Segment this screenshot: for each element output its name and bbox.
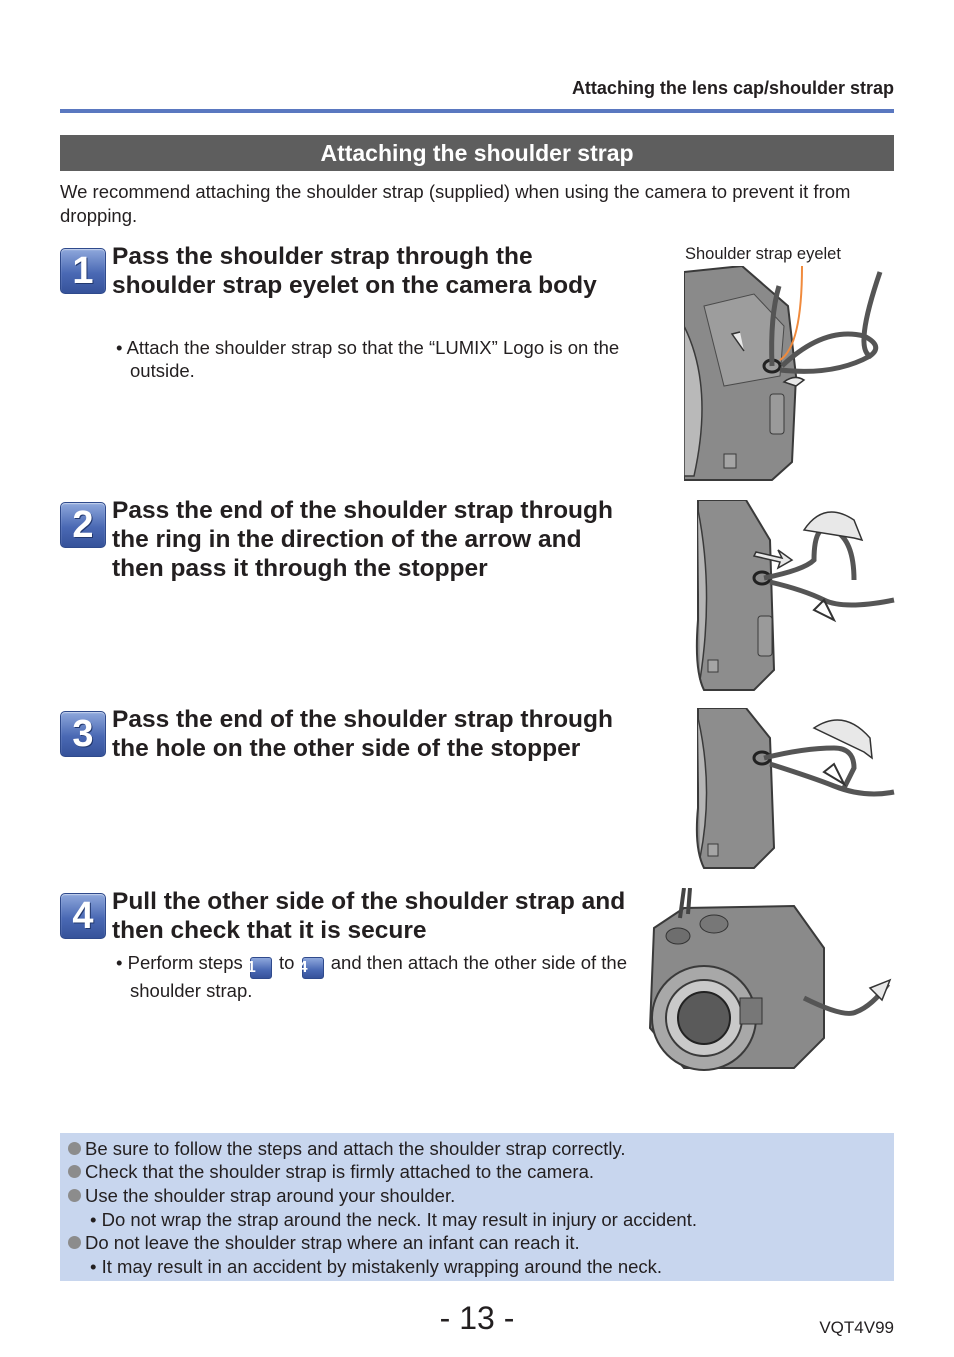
note-1: Be sure to follow the steps and attach the shoulder strap correctly. <box>68 1137 626 1160</box>
step-3-badge: 3 <box>60 711 106 757</box>
bullet-icon <box>68 1142 81 1155</box>
note-2: Check that the shoulder strap is firmly attached to the camera. <box>68 1160 594 1183</box>
step-2-title: Pass the end of the shoulder strap through the ring in the direction of the arrow and then pass it through the stopper <box>112 497 613 582</box>
running-header: Attaching the lens cap/shoulder strap <box>571 78 894 98</box>
step-4-badge: 4 <box>60 893 106 939</box>
step-3-title: Pass the end of the shoulder strap through the hole on the other side of the stopper <box>112 706 613 762</box>
note-4-sub: • It may result in an accident by mistakenly wrapping around the neck. <box>90 1256 663 1277</box>
note-3: Use the shoulder strap around your shoulder. <box>68 1184 455 1207</box>
bullet-icon <box>68 1236 81 1249</box>
page-number: - 13 - <box>439 1300 515 1336</box>
bullet-icon <box>68 1165 81 1178</box>
header-rule <box>60 109 894 113</box>
step-1-title: Pass the shoulder strap through the shoulder strap eyelet on the camera body <box>112 243 597 299</box>
camera-full-illustration <box>644 888 896 1080</box>
step-1-note: • Attach the shoulder strap so that the “LUMIX” Logo is on the outside. <box>116 337 620 381</box>
step-4-note: • Perform steps 1 to 4 and then attach the other side of the shoulder strap. <box>116 952 627 1001</box>
step-1-badge: 1 <box>60 248 106 294</box>
section-title: Attaching the shoulder strap <box>60 135 894 171</box>
strap-stopper-illustration <box>694 708 896 872</box>
note-3-sub: • Do not wrap the strap around the neck. It may result in injury or accident. <box>90 1209 697 1230</box>
eyelet-caption: Shoulder strap eyelet <box>685 245 841 263</box>
step-ref-badge: 4 <box>302 957 324 979</box>
step-ref-badge: 1 <box>250 957 272 979</box>
camera-eyelet-illustration <box>684 266 896 484</box>
document-code: VQT4V99 <box>819 1318 894 1337</box>
note-4: Do not leave the shoulder strap where an infant can reach it. <box>68 1231 580 1254</box>
bullet-icon <box>68 1189 81 1202</box>
step-4-title: Pull the other side of the shoulder strap and then check that it is secure <box>112 888 626 944</box>
strap-ring-illustration <box>694 500 896 692</box>
intro-text: We recommend attaching the shoulder strap (supplied) when using the camera to prevent it from dropping. <box>60 181 851 226</box>
step-2-badge: 2 <box>60 502 106 548</box>
